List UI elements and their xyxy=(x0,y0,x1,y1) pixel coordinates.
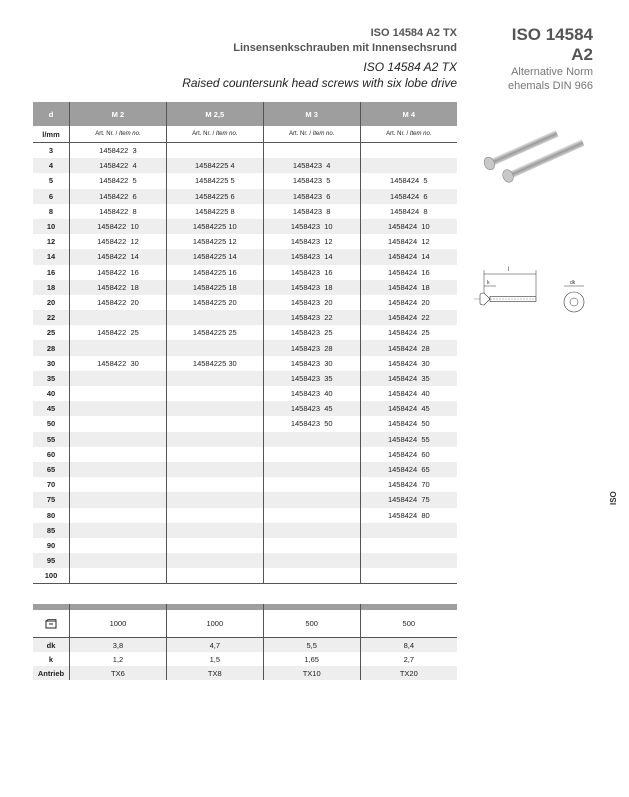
item-number-cell xyxy=(70,523,167,538)
length-cell: 28 xyxy=(33,340,70,355)
length-cell: 65 xyxy=(33,462,70,477)
table-row xyxy=(33,249,457,264)
length-header: l/mm xyxy=(33,126,70,143)
item-number-cell: 1458424 5 xyxy=(360,173,457,188)
table-row xyxy=(33,416,457,431)
alt-norm-label: Alternative Norm xyxy=(511,66,593,78)
item-number-cell: 1458424 55 xyxy=(360,432,457,447)
item-number-cell: 1458423 18 xyxy=(263,280,360,295)
table-row xyxy=(33,447,457,462)
item-number-cell xyxy=(166,447,263,462)
table-row xyxy=(33,173,457,188)
length-cell: 16 xyxy=(46,267,56,277)
item-number-cell xyxy=(70,340,167,355)
item-number-cell: 1458423 22 xyxy=(263,310,360,325)
length-cell: 70 xyxy=(46,480,56,490)
item-number-cell: 1458424 60 xyxy=(360,447,457,462)
length-cell: 22 xyxy=(33,310,70,325)
item-number-cell: 1458424 65 xyxy=(360,462,457,477)
item-number-cell xyxy=(263,508,360,523)
length-cell: 14 xyxy=(33,249,70,264)
item-number-cell xyxy=(70,477,167,492)
product-photo xyxy=(470,122,594,190)
art-nr-header xyxy=(263,126,360,143)
item-number-cell: 14584225 6 xyxy=(166,189,263,204)
spec-value: 1,5 xyxy=(166,652,263,666)
art-nr-label: Art. Nr. / xyxy=(192,131,215,137)
col-header-m4: M 4 xyxy=(360,102,457,126)
item-number-cell xyxy=(263,553,360,568)
length-cell: 80 xyxy=(46,510,56,520)
item-number-cell: 1458423 14 xyxy=(263,249,360,264)
item-number-cell: 1458422 10 xyxy=(70,219,167,234)
table-row xyxy=(33,189,457,204)
table-subheader-row xyxy=(33,126,457,143)
item-number-cell xyxy=(70,492,167,507)
item-number-cell: 1458423 16 xyxy=(263,265,360,280)
item-no-label: Item no. xyxy=(118,131,141,137)
item-number-cell xyxy=(263,492,360,507)
technical-drawing xyxy=(472,264,592,324)
length-cell: 5 xyxy=(48,176,54,186)
item-number-cell: 1458424 25 xyxy=(360,325,457,340)
item-number-cell: 1458424 12 xyxy=(360,234,457,249)
pack-qty: 1000 xyxy=(70,610,167,638)
length-cell: 3 xyxy=(48,146,54,156)
item-number-cell: 14584225 25 xyxy=(166,325,263,340)
item-number-cell xyxy=(360,568,457,584)
table-row xyxy=(33,295,457,310)
item-number-cell xyxy=(166,462,263,477)
length-cell: 95 xyxy=(33,553,70,568)
item-number-cell: 1458424 75 xyxy=(360,492,457,507)
spec-row xyxy=(33,652,457,666)
item-number-cell: 1458422 14 xyxy=(70,249,167,264)
item-number-cell: 1458423 30 xyxy=(263,356,360,371)
item-number-cell: 1458422 20 xyxy=(70,295,167,310)
item-number-cell xyxy=(166,523,263,538)
item-number-cell xyxy=(70,447,167,462)
table-row xyxy=(33,158,457,173)
item-number-cell: 14584225 12 xyxy=(166,234,263,249)
item-number-cell: 14584225 5 xyxy=(166,173,263,188)
item-no-label: Item no. xyxy=(215,131,238,137)
length-cell: 25 xyxy=(46,328,56,338)
item-number-cell xyxy=(166,143,263,159)
item-number-cell xyxy=(263,523,360,538)
spec-value: 4,7 xyxy=(166,638,263,653)
table-row xyxy=(33,325,457,340)
length-cell: 35 xyxy=(33,371,70,386)
pack-qty: 1000 xyxy=(166,610,263,638)
item-number-cell: 1458424 45 xyxy=(360,401,457,416)
item-number-cell xyxy=(360,553,457,568)
item-number-cell: 1458424 50 xyxy=(360,416,457,431)
item-number-cell xyxy=(360,158,457,173)
item-number-cell: 1458423 20 xyxy=(263,295,360,310)
item-number-cell xyxy=(263,477,360,492)
art-nr-header xyxy=(70,126,167,143)
length-cell: 45 xyxy=(33,401,70,416)
item-number-cell xyxy=(360,143,457,159)
col-header-d: d xyxy=(33,102,70,126)
item-no-label: Item no. xyxy=(409,131,432,137)
item-number-cell: 14584225 30 xyxy=(166,356,263,371)
item-number-cell xyxy=(166,508,263,523)
item-number-cell xyxy=(166,477,263,492)
length-cell: 85 xyxy=(33,523,70,538)
length-cell: 18 xyxy=(33,280,70,295)
item-number-cell: 1458423 25 xyxy=(263,325,360,340)
item-no-label: Item no. xyxy=(312,131,335,137)
label-dk: dk xyxy=(570,280,576,286)
item-number-cell xyxy=(70,538,167,553)
item-number-cell xyxy=(70,462,167,477)
item-number-cell: 14584225 20 xyxy=(166,295,263,310)
item-number-cell: 14584225 14 xyxy=(166,249,263,264)
length-cell: 40 xyxy=(46,389,56,399)
col-header-m25: M 2,5 xyxy=(166,102,263,126)
length-cell: 8 xyxy=(48,206,54,216)
table-row xyxy=(33,356,457,371)
item-number-cell: 1458423 35 xyxy=(263,371,360,386)
spec-value: 5,5 xyxy=(263,638,360,653)
title-de-line-2: Linsensenkschrauben mit Innensechsrund xyxy=(233,42,457,54)
length-cell: 30 xyxy=(46,358,56,368)
norm-title-1: ISO 14584 xyxy=(511,25,593,44)
item-number-cell xyxy=(70,371,167,386)
item-number-cell: 14584225 8 xyxy=(166,204,263,219)
title-en-line-1: ISO 14584 A2 TX xyxy=(363,60,457,74)
item-number-cell xyxy=(166,432,263,447)
item-number-cell xyxy=(166,568,263,584)
table-row xyxy=(33,265,457,280)
item-number-cell: 1458422 16 xyxy=(70,265,167,280)
item-number-cell: 1458424 70 xyxy=(360,477,457,492)
spec-value: TX6 xyxy=(70,666,167,680)
table-row xyxy=(33,477,457,492)
item-number-cell: 1458424 6 xyxy=(360,189,457,204)
table-row xyxy=(33,568,457,584)
item-number-cell: 1458424 80 xyxy=(360,508,457,523)
item-number-cell: 1458423 5 xyxy=(263,173,360,188)
item-number-cell: 1458424 18 xyxy=(360,280,457,295)
table-row xyxy=(33,340,457,355)
col-header-m2: M 2 xyxy=(70,102,167,126)
length-cell: 4 xyxy=(33,158,70,173)
art-nr-label: Art. Nr. / xyxy=(95,131,118,137)
length-cell: 20 xyxy=(46,297,56,307)
table-row xyxy=(33,462,457,477)
item-number-cell xyxy=(166,386,263,401)
table-row xyxy=(33,553,457,568)
art-nr-header xyxy=(166,126,263,143)
item-number-cell: 14584225 18 xyxy=(166,280,263,295)
table-row xyxy=(33,219,457,234)
item-number-cell: 1458423 10 xyxy=(263,219,360,234)
pack-row xyxy=(33,610,457,638)
spec-label: Antrieb xyxy=(33,666,70,680)
item-number-cell: 1458423 8 xyxy=(263,204,360,219)
table-row xyxy=(33,492,457,507)
item-number-cell: 1458424 40 xyxy=(360,386,457,401)
spec-value: TX20 xyxy=(360,666,457,680)
table-row xyxy=(33,538,457,553)
spec-value: 3,8 xyxy=(70,638,167,653)
table-row xyxy=(33,432,457,447)
item-number-cell xyxy=(360,538,457,553)
table-row xyxy=(33,280,457,295)
col-header-m3: M 3 xyxy=(263,102,360,126)
table-header-row xyxy=(33,102,457,126)
item-number-cell xyxy=(166,340,263,355)
item-number-cell xyxy=(263,432,360,447)
spec-value: 8,4 xyxy=(360,638,457,653)
item-number-cell xyxy=(70,401,167,416)
spec-label: dk xyxy=(33,638,70,653)
table-row xyxy=(33,143,457,159)
table-row xyxy=(33,310,457,325)
side-tab-label: ISO xyxy=(609,491,618,505)
item-number-cell xyxy=(263,143,360,159)
alt-norm-value: ehemals DIN 966 xyxy=(508,80,593,92)
title-de-line-1: ISO 14584 A2 TX xyxy=(370,27,457,39)
item-number-cell: 1458423 40 xyxy=(263,386,360,401)
length-cell: 75 xyxy=(33,492,70,507)
item-number-cell: 14584225 10 xyxy=(166,219,263,234)
item-number-cell xyxy=(70,432,167,447)
art-nr-label: Art. Nr. / xyxy=(386,131,409,137)
item-number-cell: 1458422 5 xyxy=(70,173,167,188)
title-en-line-2: Raised countersunk head screws with six lobe drive xyxy=(182,76,457,90)
spec-table xyxy=(33,604,457,680)
pack-qty: 500 xyxy=(263,610,360,638)
item-number-cell xyxy=(70,310,167,325)
item-number-cell: 1458422 25 xyxy=(70,325,167,340)
item-number-cell xyxy=(70,508,167,523)
length-cell: 90 xyxy=(46,540,56,550)
item-number-cell xyxy=(166,538,263,553)
item-number-cell: 1458424 35 xyxy=(360,371,457,386)
item-number-cell: 1458422 3 xyxy=(70,143,167,159)
norm-title-2: A2 xyxy=(571,45,593,64)
item-number-cell xyxy=(166,492,263,507)
item-number-cell xyxy=(70,553,167,568)
item-number-cell: 1458422 8 xyxy=(70,204,167,219)
item-number-cell: 1458424 16 xyxy=(360,265,457,280)
length-cell: 6 xyxy=(33,189,70,204)
item-table xyxy=(33,102,457,584)
item-number-cell: 1458424 30 xyxy=(360,356,457,371)
table-row xyxy=(33,508,457,523)
item-number-cell xyxy=(263,538,360,553)
item-number-cell: 1458422 4 xyxy=(70,158,167,173)
item-number-cell: 1458422 18 xyxy=(70,280,167,295)
length-cell: 60 xyxy=(46,449,56,459)
table-row xyxy=(33,234,457,249)
spec-value: 1,2 xyxy=(70,652,167,666)
item-number-cell xyxy=(70,416,167,431)
spec-row xyxy=(33,666,457,680)
item-number-cell xyxy=(166,401,263,416)
item-number-cell xyxy=(166,553,263,568)
spec-value: 2,7 xyxy=(360,652,457,666)
spec-value: TX10 xyxy=(263,666,360,680)
item-number-cell xyxy=(263,568,360,584)
table-row xyxy=(33,523,457,538)
item-number-cell xyxy=(70,568,167,584)
item-number-cell: 1458423 12 xyxy=(263,234,360,249)
label-l: l xyxy=(508,267,510,273)
spec-value: 1,65 xyxy=(263,652,360,666)
item-number-cell xyxy=(166,371,263,386)
art-nr-label: Art. Nr. / xyxy=(289,131,312,137)
item-number-cell: 1458424 28 xyxy=(360,340,457,355)
item-number-cell xyxy=(70,386,167,401)
item-number-cell: 1458424 8 xyxy=(360,204,457,219)
length-cell: 10 xyxy=(33,219,70,234)
spec-value: TX8 xyxy=(166,666,263,680)
item-number-cell: 1458423 50 xyxy=(263,416,360,431)
item-number-cell: 1458423 4 xyxy=(263,158,360,173)
item-number-cell: 1458422 30 xyxy=(70,356,167,371)
table-row xyxy=(33,386,457,401)
item-number-cell: 1458423 28 xyxy=(263,340,360,355)
spec-row xyxy=(33,638,457,653)
length-cell: 100 xyxy=(33,568,70,584)
item-number-cell xyxy=(263,447,360,462)
length-cell: 55 xyxy=(33,432,70,447)
item-number-cell: 1458423 45 xyxy=(263,401,360,416)
item-number-cell: 1458424 22 xyxy=(360,310,457,325)
length-cell: 50 xyxy=(46,419,56,429)
table-row xyxy=(33,204,457,219)
spec-label: k xyxy=(48,654,54,664)
item-number-cell xyxy=(166,310,263,325)
item-number-cell: 14584225 16 xyxy=(166,265,263,280)
item-number-cell xyxy=(360,523,457,538)
item-number-cell: 1458423 6 xyxy=(263,189,360,204)
label-k: k xyxy=(487,280,490,286)
item-number-cell xyxy=(166,416,263,431)
package-icon xyxy=(45,619,57,629)
pack-qty: 500 xyxy=(360,610,457,638)
table-row xyxy=(33,401,457,416)
item-number-cell: 1458424 14 xyxy=(360,249,457,264)
item-number-cell: 1458422 6 xyxy=(70,189,167,204)
item-number-cell: 1458422 12 xyxy=(70,234,167,249)
item-number-cell: 1458424 10 xyxy=(360,219,457,234)
art-nr-header xyxy=(360,126,457,143)
table-row xyxy=(33,371,457,386)
item-number-cell: 1458424 20 xyxy=(360,295,457,310)
item-number-cell xyxy=(263,462,360,477)
length-cell: 12 xyxy=(46,237,56,247)
item-number-cell: 14584225 4 xyxy=(166,158,263,173)
